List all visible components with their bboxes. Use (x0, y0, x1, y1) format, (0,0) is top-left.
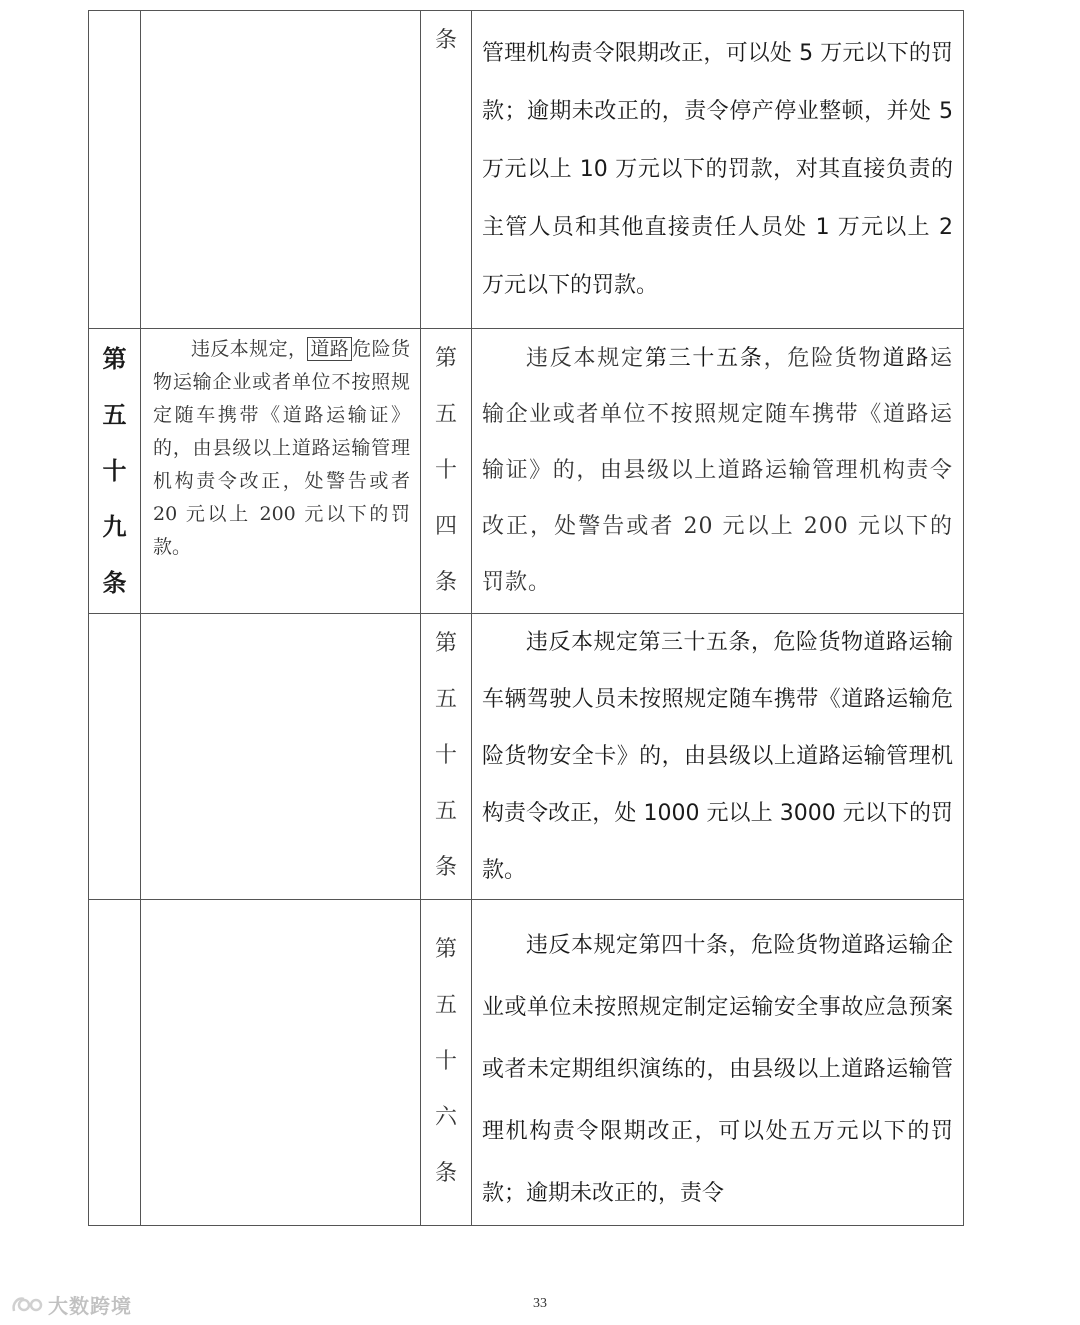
article-number-char: 六 (434, 1105, 457, 1130)
table-row (89, 329, 964, 614)
article-number-char: 第 (434, 346, 457, 371)
old-article-text-cell (141, 900, 421, 1226)
new-article-number-cell (421, 329, 472, 614)
article-number-char: 五 (434, 402, 457, 427)
table-row (89, 900, 964, 1226)
article-number-char: 十 (434, 1049, 457, 1074)
old-article-text-cell (141, 329, 421, 614)
old-article-text: 违反本规定， 道路 危险货物运输企业或者单位不按照规定随车携带《道路运输证》的，由县级以上道路运输管理机构责令改正，处警告或者 20 元以上 200 元以下的罚款。 (153, 338, 410, 558)
article-number-char: 十 (102, 457, 127, 485)
new-article-text-cell (472, 11, 964, 329)
article-number-char: 五 (102, 401, 127, 429)
old-article-number-cell (89, 11, 141, 329)
article-number-char: 五 (434, 799, 457, 824)
article-number-char: 第 (102, 345, 127, 373)
new-article-text-cell (472, 900, 964, 1226)
new-article-number-cell (421, 614, 472, 900)
article-number-char: 四 (434, 514, 457, 539)
watermark-text: 大数跨境 (48, 1294, 132, 1318)
old-article-number-cell (89, 900, 141, 1226)
article-number-char: 五 (434, 687, 457, 712)
new-article-text: 违反本规定第四十条，危险货物道路运输企业或单位未按照规定制定运输安全事故应急预案或者未定期组织演练的，由县级以上道路运输管理机构责令限期改正，可以处五万元以下的罚款；逾期未改正的，责令 (482, 933, 953, 1206)
old-article-text-cell (141, 614, 421, 900)
new-article-text-cell (472, 614, 964, 900)
article-number-char: 第 (434, 937, 457, 962)
article-number-char: 条 (102, 569, 127, 597)
article-number-char: 条 (434, 570, 457, 595)
new-article-text: 违反本规定第三十五条，危险货物道路运输车辆驾驶人员未按照规定随车携带《道路运输危险货物安全卡》的，由县级以上道路运输管理机构责令改正，处 1000 元以上 3000 元以下的罚款。 (482, 630, 953, 883)
article-number-char: 条 (434, 855, 457, 880)
new-article-text: 管理机构责令限期改正，可以处 5 万元以下的罚款；逾期未改正的，责令停产停业整顿，并处 5 万元以上 10 万元以下的罚款，对其直接负责的主管人员和其他直接责任人员处 1 万元以上 2 万元以下的罚款。 (482, 41, 953, 298)
highlighted-text: 第三十五条 (644, 346, 764, 371)
article-number-char: 条 (434, 1161, 457, 1186)
new-article-text: 违反本规定第三十五条，危险货物道路运输企业或者单位不按照规定随车携带《道路运输证》的，由县级以上道路运输管理机构责令改正，处警告或者 20 元以上 200 元以下的罚款。 (482, 346, 953, 595)
article-number-char: 十 (434, 458, 457, 483)
table-row (89, 614, 964, 900)
boxed-term: 道路 (307, 337, 352, 361)
article-number-char: 十 (434, 743, 457, 768)
new-article-text-cell (472, 329, 964, 614)
old-article-text-cell (141, 11, 421, 329)
old-article-number-cell (89, 329, 141, 614)
article-number-char: 九 (102, 513, 127, 541)
old-article-number-cell (89, 614, 141, 900)
regulation-comparison-table (88, 10, 964, 1226)
new-article-number-cell (421, 11, 472, 329)
new-article-number-cell (421, 900, 472, 1226)
highlighted-text: 道路 (882, 346, 930, 371)
table-row (89, 11, 964, 329)
page-number: 33 (533, 1296, 547, 1311)
article-number-char: 第 (434, 631, 457, 656)
article-number-char: 条 (434, 28, 457, 53)
article-number-char: 五 (434, 993, 457, 1018)
